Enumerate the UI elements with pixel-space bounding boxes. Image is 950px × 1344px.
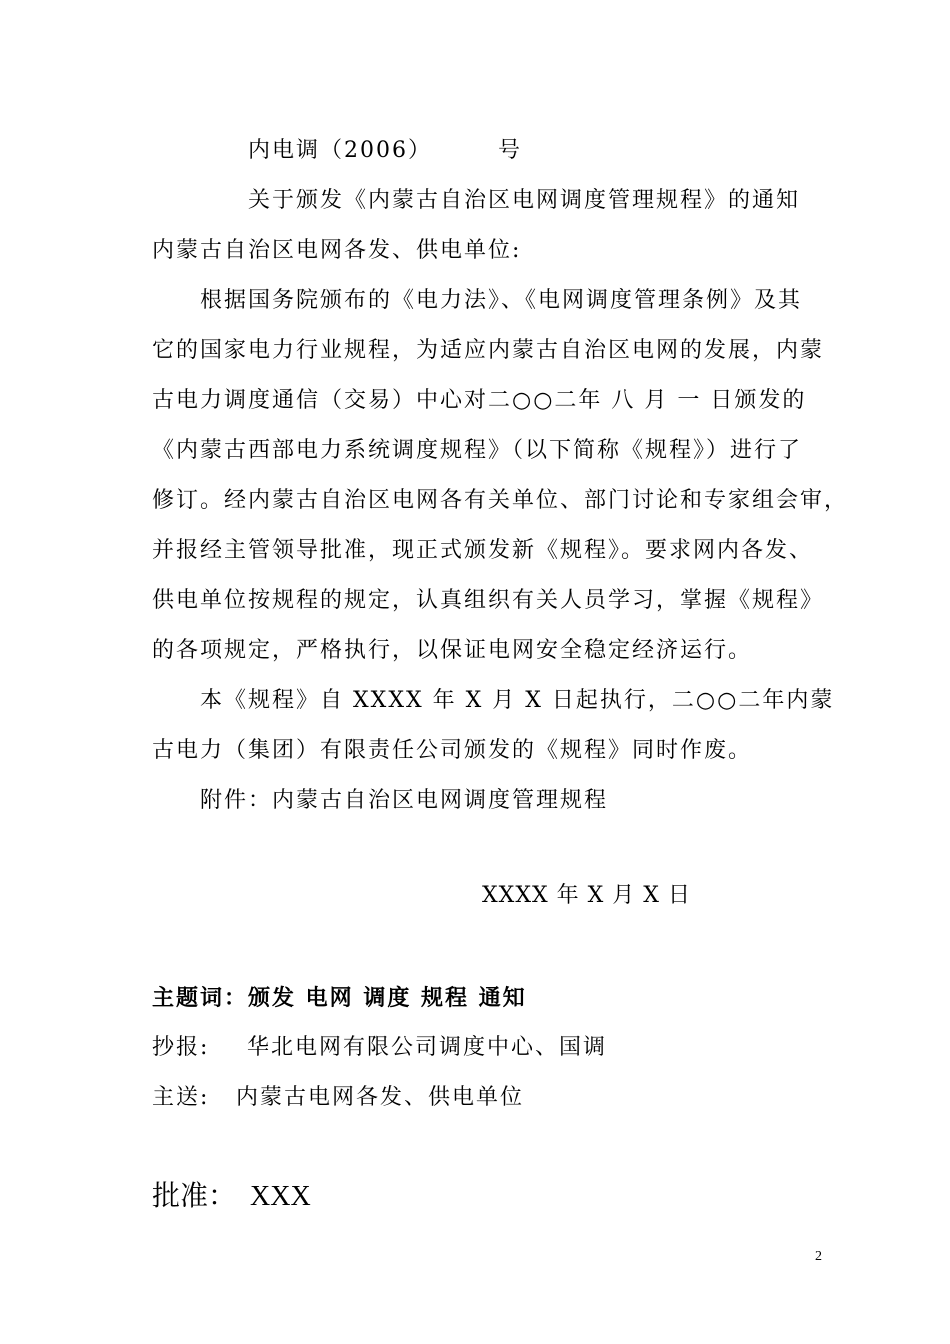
effective-date-line: 古电力（集团）有限责任公司颁发的《规程》同时作废。 — [152, 738, 753, 763]
body-paragraph-line: 古电力调度通信（交易）中心对二○○二年 八 月 一 日颁发的 — [152, 388, 807, 413]
body-paragraph-line: 的各项规定，严格执行，以保证电网安全稳定经济运行。 — [152, 638, 753, 663]
recipient-line — [152, 1083, 524, 1113]
approval-label: 批准： — [152, 1179, 237, 1212]
approval-value: XXX — [250, 1181, 311, 1212]
body-paragraph-line: 它的国家电力行业规程，为适应内蒙古自治区电网的发展，内蒙 — [152, 338, 825, 363]
recipient-label: 主送: — [152, 1085, 210, 1110]
body-paragraph-line: 供电单位按规程的规定，认真组织有关人员学习，掌握《规程》 — [152, 588, 825, 613]
document-number-prefix: 内电调（2006） — [248, 138, 432, 163]
body-paragraph-line: 根据国务院颁布的《电力法》、《电网调度管理条例》及其 — [200, 288, 803, 313]
addressee: 内蒙古自治区电网各发、供电单位: — [152, 238, 522, 263]
cc-line — [152, 1033, 607, 1063]
body-paragraph-line: 《内蒙古西部电力系统调度规程》（以下简称《规程》）进行了 — [152, 438, 803, 463]
body-paragraph-line: 修订。经内蒙古自治区电网各有关单位、部门讨论和专家组会审， — [152, 488, 849, 513]
approval-line — [152, 1176, 311, 1217]
cc-label: 抄报: — [152, 1035, 210, 1060]
attachment-line: 附件：内蒙古自治区电网调度管理规程 — [200, 788, 609, 813]
document-number — [248, 136, 522, 166]
page-number: 2 — [815, 1249, 822, 1264]
body-paragraph-line: 并报经主管领导批准，现正式颁发新《规程》。要求网内各发、 — [152, 538, 814, 563]
cc-value: 华北电网有限公司调度中心、国调 — [247, 1035, 608, 1060]
subject-keywords: 主题词：颁发 电网 调度 规程 通知 — [152, 985, 527, 1011]
issue-date: XXXX 年 X 月 X 日 — [482, 883, 691, 908]
effective-date-line: 本《规程》自 XXXX 年 X 月 X 日起执行，二○○二年内蒙 — [200, 688, 835, 713]
recipient-value: 内蒙古电网各发、供电单位 — [236, 1085, 525, 1110]
document-number-suffix: 号 — [498, 138, 523, 163]
notice-title: 关于颁发《内蒙古自治区电网调度管理规程》的通知 — [248, 188, 801, 213]
